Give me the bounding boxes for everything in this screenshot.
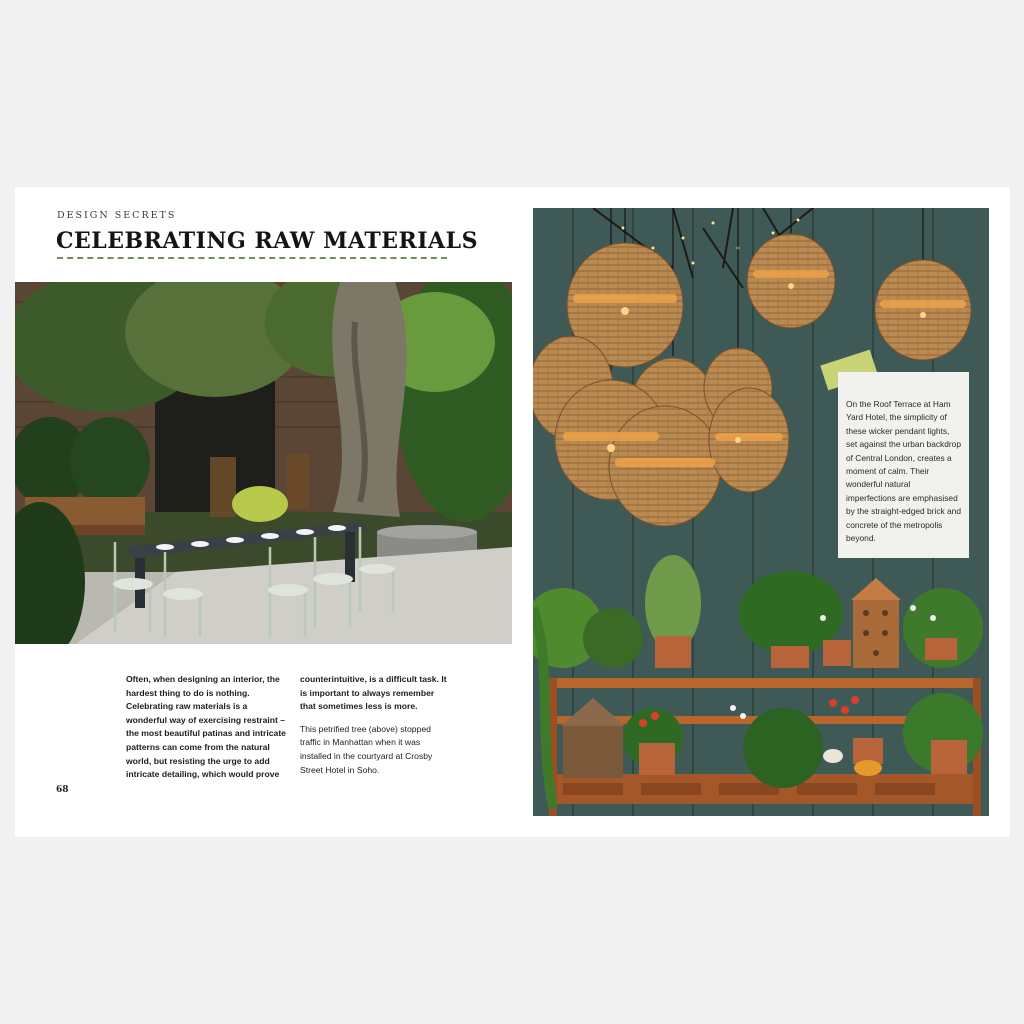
courtyard-photo bbox=[15, 282, 512, 644]
photo-caption: This petrified tree (above) stopped traffic in Manhattan when it was installed in the courtyard at Crosby Street Hotel in Soho. bbox=[300, 723, 433, 775]
page-title: CELEBRATING RAW MATERIALS bbox=[56, 228, 478, 254]
book-spread bbox=[15, 187, 1010, 837]
body-column-1 bbox=[126, 673, 286, 791]
section-kicker: DESIGN SECRETS bbox=[57, 210, 177, 221]
body-column-2 bbox=[300, 673, 450, 786]
body-paragraph-1: Often, when designing an interior, the hardest thing to do is nothing. Celebrating raw materials is a wonderful way of exercising restraint – the most beautiful patinas and intricate patterns can come from the natural world, but resisting the urge to add intricate detailing, which would prove bbox=[126, 674, 286, 780]
body-paragraph-2: counterintuitive, is a difficult task. It is important to always remember that sometimes less is more. bbox=[300, 674, 447, 712]
sidebar-caption: On the Roof Terrace at Ham Yard Hotel, the simplicity of these wicker pendant lights, set against the urban backdrop of Central London, creates a moment of calm. Their wonderful natural imperfections are emphasised by the straight-edged brick and concrete of the metropolis beyond. bbox=[838, 372, 969, 558]
page-number: 68 bbox=[56, 785, 69, 795]
title-underline bbox=[57, 257, 447, 259]
